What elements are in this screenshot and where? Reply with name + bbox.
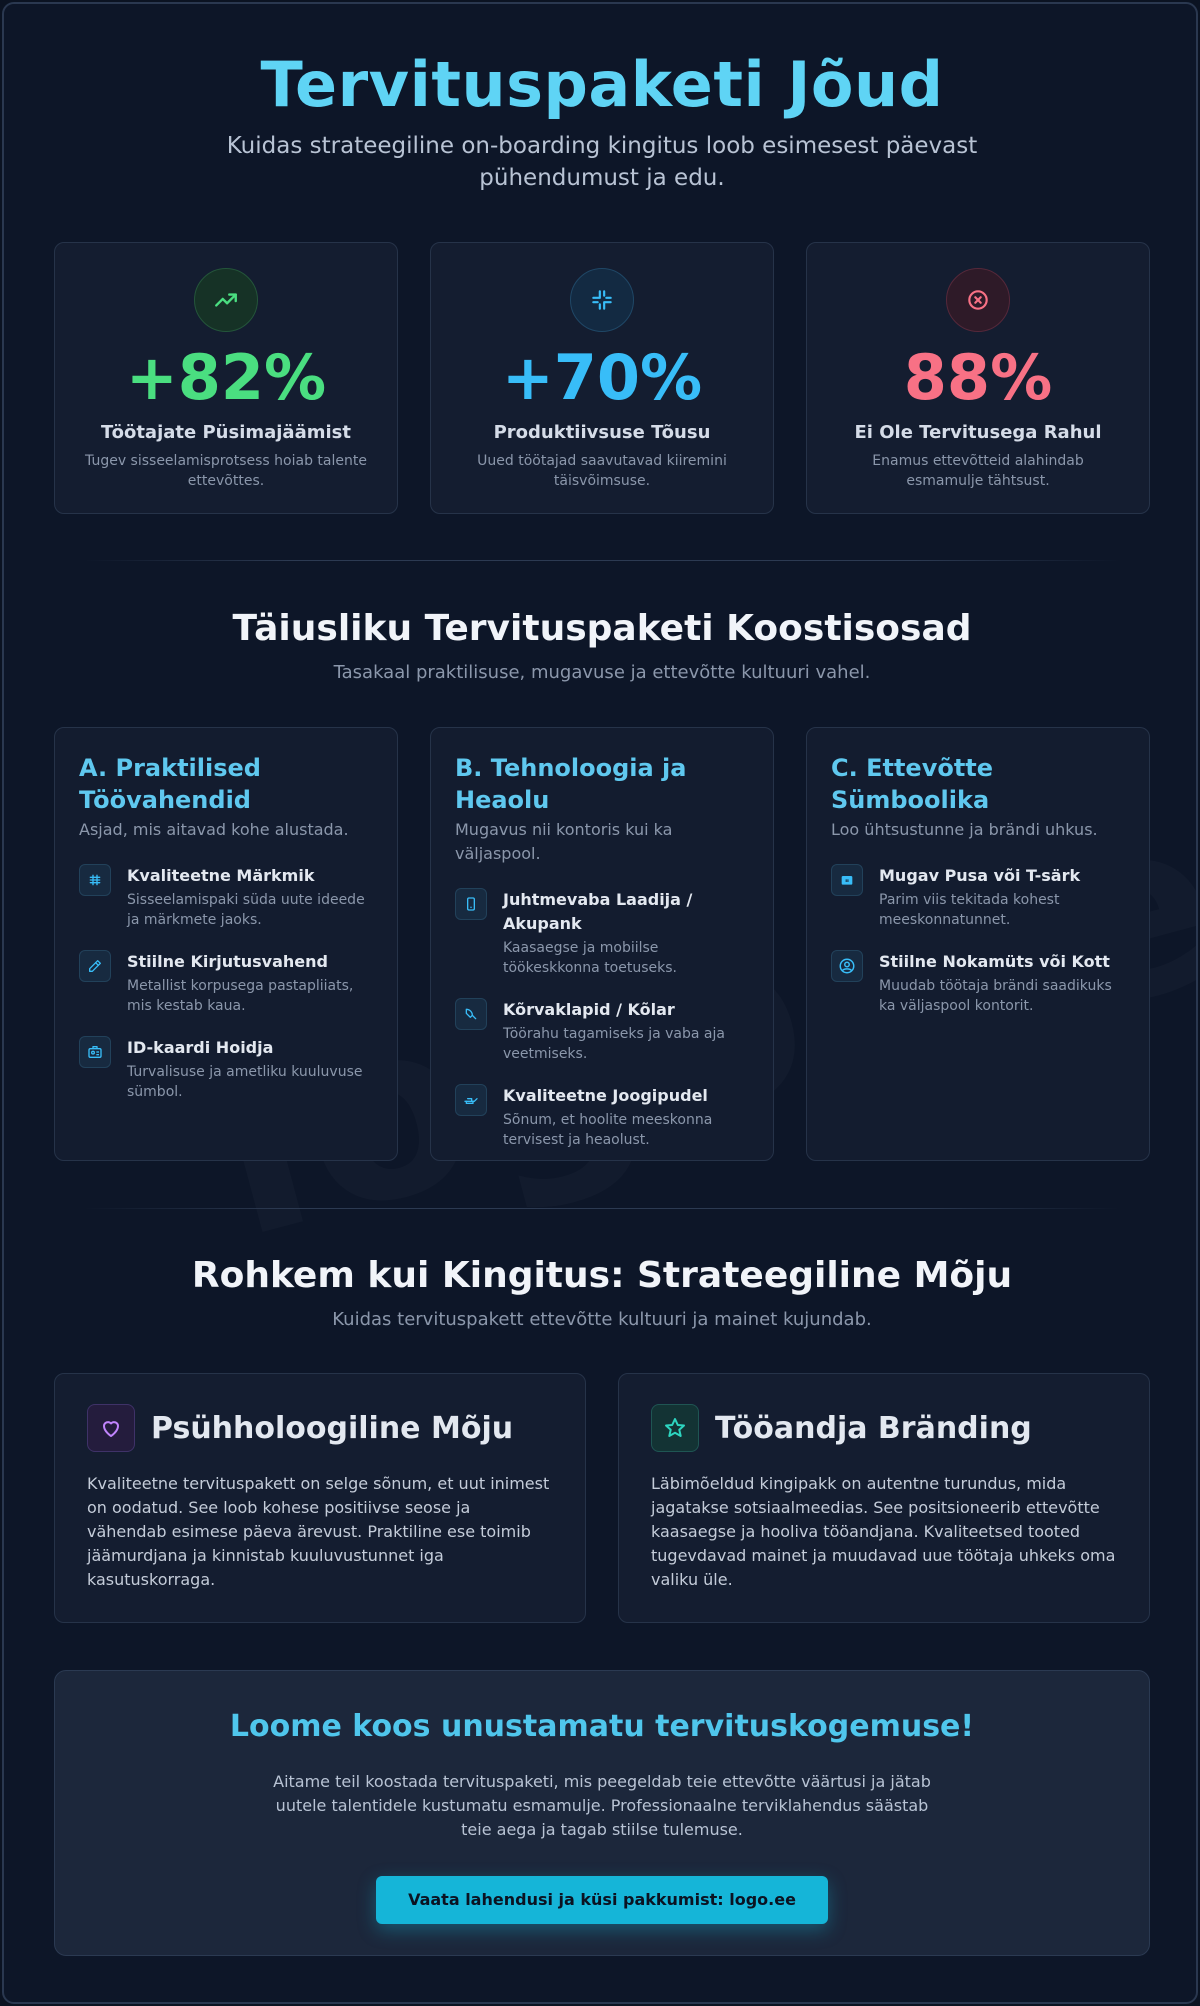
page-subtitle: Kuidas strateegiline on-boarding kingitus loob esimesest päevast pühendumust ja edu.: [226, 133, 978, 191]
list-item: [79, 950, 373, 1016]
component-title: B. Tehnoloogia ja Heaolu: [455, 754, 687, 814]
pen-icon: [79, 950, 111, 982]
cta-button[interactable]: Vaata lahendusi ja küsi pakkumist: logo.ee: [376, 1876, 828, 1924]
stat-value: +70%: [501, 341, 703, 414]
list-item: [455, 1084, 749, 1150]
impact-subtitle: Kuidas tervituspakett ettevõtte kultuuri ja mainet kujundab.: [332, 1309, 872, 1330]
components-title: Täiusliku Tervituspaketi Koostisosad: [232, 608, 972, 649]
section-divider: [84, 560, 1120, 561]
stat-card-productivity: [430, 242, 774, 514]
cta-title: Loome koos unustamatu tervituskogemuse!: [229, 1709, 975, 1744]
list-item: [79, 864, 373, 930]
notebook-icon: [79, 864, 111, 896]
item-title: Kvaliteetne Märkmik: [127, 866, 315, 885]
components-subtitle: Tasakaal praktilisuse, mugavuse ja ettevõtte kultuuri vahel.: [333, 662, 871, 683]
shirt-icon: [831, 864, 863, 896]
item-description: Muudab töötaja brändi saadikuks ka väljaspool kontorit.: [879, 978, 1112, 1014]
component-card-branding: [806, 727, 1150, 1161]
cta-text: Aitame teil koostada tervituspaketi, mis peegeldab teie ettevõtte väärtusi ja jätab uutele talentidele kustumatu esmamulje. Professionaalne terviklahendus säästab teie aega ja tagab stiilse tulemuse.: [273, 1772, 931, 1839]
stat-value: +82%: [125, 341, 327, 414]
stat-card-unsatisfied: [806, 242, 1150, 514]
bottle-icon: [455, 1084, 487, 1116]
component-card-practical: [54, 727, 398, 1161]
list-item: [455, 998, 749, 1064]
component-card-technology: [430, 727, 774, 1161]
stat-label: Produktiivsuse Tõusu: [493, 422, 711, 443]
component-subtitle: Loo ühtsustunne ja brändi uhkus.: [831, 820, 1098, 839]
component-subtitle: Mugavus nii kontoris kui ka väljaspool.: [455, 820, 673, 863]
item-title: Stiilne Kirjutusvahend: [127, 952, 328, 971]
phone-charger-icon: [455, 888, 487, 920]
component-title: C. Ettevõtte Sümboolika: [831, 754, 994, 814]
impact-card-text: Läbimõeldud kingipakk on autentne turundus, mida jagatakse sotsiaalmeedias. See positsioneerib ettevõtte kaasaegse ja hooliva tööandjana. Kvaliteetsed tooted tugevdavad mainet ja muudavad uue töötaja uhkeks oma valiku üle.: [651, 1474, 1116, 1589]
x-circle-icon: [946, 268, 1010, 332]
impact-card-psychological: [54, 1373, 586, 1623]
impact-card-employer-branding: [618, 1373, 1150, 1623]
impact-card-text: Kvaliteetne tervituspakett on selge sõnum, et uut inimest on oodatud. See loob kohese positiivse seose ja vähendab esimese päeva ärevust. Praktiline ese toimib jäämurdjana ja kinnistab kuuluvustunnet iga kasutuskorraga.: [87, 1474, 550, 1589]
item-title: Mugav Pusa või T-särk: [879, 866, 1081, 885]
component-subtitle: Asjad, mis aitavad kohe alustada.: [79, 820, 349, 839]
stat-label: Töötajate Püsimajäämist: [101, 422, 351, 443]
page-frame: [2, 2, 1198, 2004]
item-title: Juhtmevaba Laadija / Akupank: [503, 890, 693, 933]
stat-value: 88%: [903, 341, 1053, 414]
stat-description: Uued töötajad saavutavad kiiremini täisvõimsuse.: [477, 453, 727, 489]
compress-icon: [570, 268, 634, 332]
component-title: A. Praktilised Töövahendid: [79, 754, 261, 814]
list-item: [831, 950, 1125, 1016]
item-description: Kaasaegse ja mobiilse töökeskkonna toetuseks.: [503, 940, 677, 976]
impact-card-title: Psühholoogiline Mõju: [151, 1410, 514, 1446]
item-description: Sisseelamispaki süda uute ideede ja märkmete jaoks.: [127, 892, 365, 928]
stat-label: Ei Ole Tervitusega Rahul: [854, 422, 1102, 443]
item-title: Kõrvaklapid / Kõlar: [503, 1000, 675, 1019]
section-divider: [84, 1208, 1120, 1209]
page-title: Tervituspaketi Jõud: [260, 48, 944, 121]
cta-panel: [54, 1670, 1150, 1956]
trending-up-icon: [194, 268, 258, 332]
cap-icon: [831, 950, 863, 982]
headphones-icon: [455, 998, 487, 1030]
item-description: Parim viis tekitada kohest meeskonnatunnet.: [879, 892, 1060, 928]
item-description: Metallist korpusega pastapliiats, mis kestab kaua.: [127, 978, 354, 1014]
star-icon: [651, 1404, 699, 1452]
heart-icon: [87, 1404, 135, 1452]
stat-description: Tugev sisseelamisprotsess hoiab talente ettevõttes.: [85, 453, 367, 489]
list-item: [79, 1036, 373, 1102]
impact-title: Rohkem kui Kingitus: Strateegiline Mõju: [191, 1255, 1013, 1296]
stat-description: Enamus ettevõtteid alahindab esmamulje tähtsust.: [872, 453, 1084, 489]
item-title: ID-kaardi Hoidja: [127, 1038, 274, 1057]
list-item: [831, 864, 1125, 930]
item-description: Sõnum, et hoolite meeskonna tervisest ja heaolust.: [503, 1112, 713, 1148]
id-card-icon: [79, 1036, 111, 1068]
item-description: Turvalisuse ja ametliku kuuluvuse sümbol.: [127, 1064, 363, 1100]
item-title: Kvaliteetne Joogipudel: [503, 1086, 708, 1105]
list-item: [455, 888, 749, 978]
item-title: Stiilne Nokamüts või Kott: [879, 952, 1110, 971]
stat-card-retention: [54, 242, 398, 514]
item-description: Töörahu tagamiseks ja vaba aja veetmiseks.: [503, 1026, 725, 1062]
impact-card-title: Tööandja Bränding: [715, 1410, 1032, 1446]
